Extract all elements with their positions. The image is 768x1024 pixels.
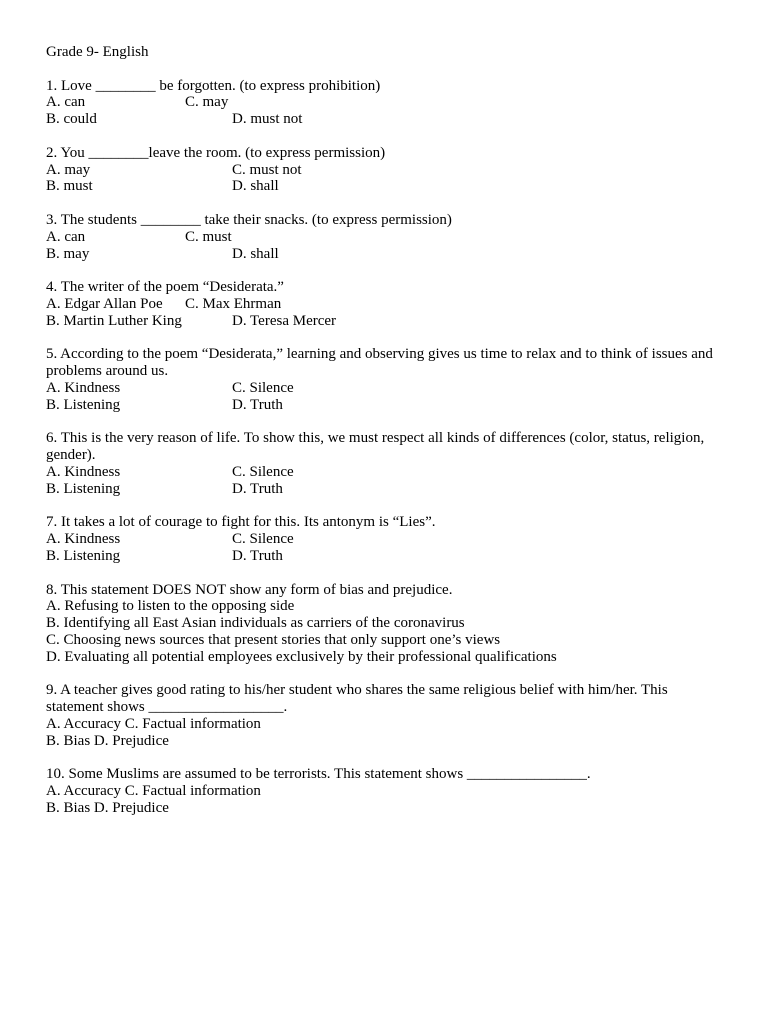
choice-row-ac: A. Accuracy C. Factual information (46, 783, 261, 800)
choice-row (46, 296, 726, 313)
choice-row (46, 380, 726, 397)
choice-a: A. Kindness (46, 379, 121, 396)
choice-row-ac: A. Accuracy C. Factual information (46, 715, 261, 732)
choice-row (46, 397, 726, 414)
choice-a: A. Kindness (46, 463, 121, 480)
choice-d: D. Truth (232, 396, 283, 413)
choice-row (46, 481, 726, 498)
question-5 (46, 346, 726, 413)
question-stem: 5. According to the poem “Desiderata,” learning and observing gives us time to relax and to think of issues and problems around us. (46, 346, 713, 380)
question-stem: 10. Some Muslims are assumed to be terrorists. This statement shows ________________. (46, 766, 591, 783)
choice-c: C. must (185, 228, 232, 245)
choice-row (46, 229, 726, 246)
choice-d: D. shall (232, 245, 279, 262)
choice-row (46, 548, 726, 565)
worksheet (46, 44, 726, 817)
choice-row (46, 178, 726, 195)
question-stem: 4. The writer of the poem “Desiderata.” (46, 279, 284, 296)
question-2 (46, 145, 726, 195)
question-stem: 9. A teacher gives good rating to his/her student who shares the same religious belief with him/her. This statement shows __________________. (46, 682, 668, 716)
choice-b: B. Listening (46, 547, 121, 564)
question-stem: 7. It takes a lot of courage to fight for this. Its antonym is “Lies”. (46, 514, 436, 531)
choice-d: D. Evaluating all potential employees exclusively by their professional qualifications (46, 648, 557, 665)
choice-c: C. must not (232, 161, 302, 178)
question-stem: 2. You ________leave the room. (to express permission) (46, 144, 386, 161)
question-7 (46, 514, 726, 564)
choice-d: D. Truth (232, 547, 283, 564)
choice-d: D. Truth (232, 480, 283, 497)
choice-row-bd: B. Bias D. Prejudice (46, 799, 169, 816)
choice-c: C. Silence (232, 463, 294, 480)
choice-row (46, 531, 726, 548)
choice-b: B. could (46, 111, 97, 128)
choice-b: B. must (46, 178, 93, 195)
question-3 (46, 212, 726, 262)
choice-b: B. Listening (46, 396, 121, 413)
choice-c: C. Silence (232, 531, 294, 548)
question-stem: 6. This is the very reason of life. To show this, we must respect all kinds of differences (color, status, religion, gender). (46, 430, 705, 464)
choice-row (46, 313, 726, 330)
choice-c: C. Silence (232, 379, 294, 396)
choice-d: D. Teresa Mercer (232, 312, 337, 329)
question-1 (46, 78, 726, 128)
question-stem: 8. This statement DOES NOT show any form of bias and prejudice. (46, 581, 453, 598)
choice-c: C. Max Ehrman (185, 295, 282, 312)
choice-a: A. can (46, 228, 86, 245)
question-4 (46, 279, 726, 329)
choice-b: B. may (46, 245, 90, 262)
choice-row (46, 464, 726, 481)
question-8 (46, 582, 726, 666)
choice-a: A. Kindness (46, 531, 121, 548)
choice-row (46, 162, 726, 179)
choice-a: A. Edgar Allan Poe (46, 295, 163, 312)
choice-a: A. Refusing to listen to the opposing side (46, 598, 295, 615)
page-title: Grade 9- English (46, 44, 149, 60)
choice-a: A. can (46, 94, 86, 111)
choice-b: B. Identifying all East Asian individuals as carriers of the coronavirus (46, 615, 465, 632)
choice-row (46, 111, 726, 128)
question-stem: 3. The students ________ take their snacks. (to express permission) (46, 211, 452, 228)
choice-b: B. Listening (46, 480, 121, 497)
choice-a: A. may (46, 161, 91, 178)
question-6 (46, 430, 726, 497)
choice-row (46, 94, 726, 111)
choice-b: B. Martin Luther King (46, 312, 182, 329)
choice-row (46, 246, 726, 263)
choice-d: D. must not (232, 111, 303, 128)
choice-c: C. may (185, 94, 229, 111)
choice-c: C. Choosing news sources that present stories that only support one’s views (46, 631, 501, 648)
choice-d: D. shall (232, 178, 279, 195)
question-10 (46, 766, 726, 816)
question-stem: 1. Love ________ be forgotten. (to express prohibition) (46, 77, 381, 94)
question-9 (46, 682, 726, 749)
choice-row-bd: B. Bias D. Prejudice (46, 732, 169, 749)
